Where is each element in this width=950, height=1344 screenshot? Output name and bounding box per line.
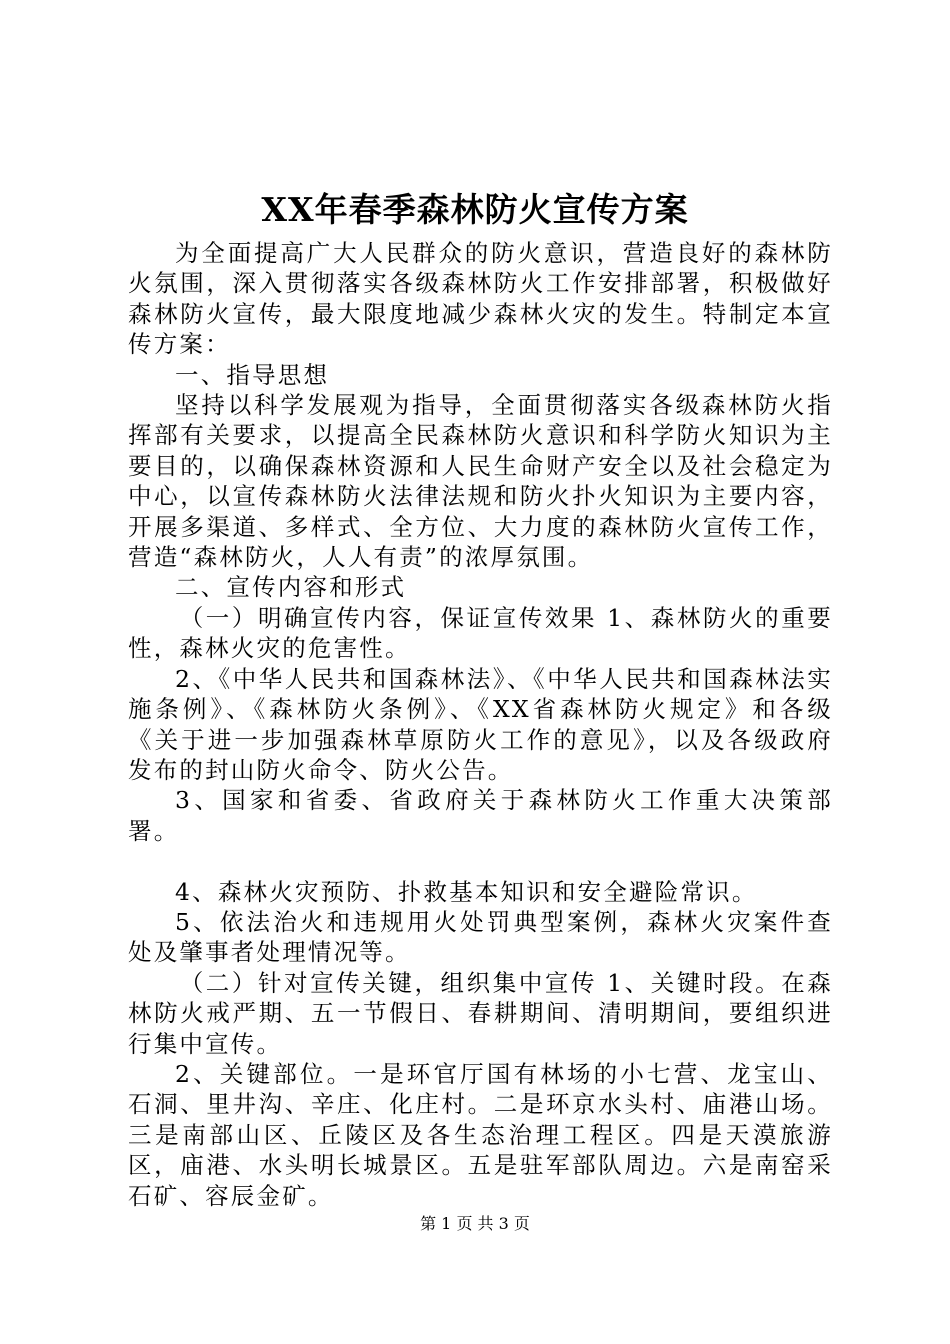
subsection-key-focus: （二）针对宣传关键，组织集中宣传 1、关键时段。在森林防火戒严期、五一节假日、春耕期间、清明期间，要组织进行集中宣传。	[128, 968, 833, 1058]
page-indicator: 第 1 页 共 3 页	[420, 1214, 530, 1233]
intro-paragraph: 为全面提高广大人民群众的防火意识，营造良好的森林防火氛围，深入贯彻落实各级森林防火工作安排部署，积极做好森林防火宣传，最大限度地减少森林火灾的发生。特制定本宣传方案：	[128, 239, 833, 359]
subsection-clarify-content: （一）明确宣传内容，保证宣传效果 1、森林防火的重要性，森林火灾的危害性。	[128, 603, 833, 663]
section-heading-guiding-ideology: 一、指导思想	[175, 360, 330, 389]
content-item-2: 2、《中华人民共和国森林法》、《中华人民共和国森林法实施条例》、《森林防火条例》、《XX省森林防火规定》和各级《关于进一步加强森林草原防火工作的意见》，以及各级政府发布的封山防火命令、防火公告。	[128, 664, 833, 784]
document-body	[128, 238, 833, 1211]
key-locations-paragraph: 2、关键部位。一是环官厅国有林场的小七营、龙宝山、石洞、里井沟、辛庄、化庄村。二是环京水头村、庙港山场。三是南部山区、丘陵区及各生态治理工程区。四是天漠旅游区，庙港、水头明长城景区。五是驻军部队周边。六是南窑采石矿、容辰金矿。	[128, 1059, 833, 1210]
content-item-3: 3、国家和省委、省政府关于森林防火工作重大决策部署。	[128, 786, 833, 845]
section-heading-content-and-form: 二、宣传内容和形式	[175, 573, 407, 602]
content-item-4: 4、森林火灾预防、扑救基本知识和安全避险常识。	[175, 877, 758, 906]
document-title: XX年春季森林防火宣传方案	[261, 190, 689, 229]
content-item-5: 5、依法治火和违规用火处罚典型案例，森林火灾案件查处及肇事者处理情况等。	[128, 907, 833, 967]
guiding-ideology-paragraph: 坚持以科学发展观为指导，全面贯彻落实各级森林防火指挥部有关要求，以提高全民森林防火意识和科学防火知识为主要目的，以确保森林资源和人民生命财产安全以及社会稳定为中心，以宣传森林防火法律法规和防火扑火知识为主要内容，开展多渠道、多样式、全方位、大力度的森林防火宣传工作，营造“森林防火，人人有责”的浓厚氛围。	[128, 391, 833, 572]
